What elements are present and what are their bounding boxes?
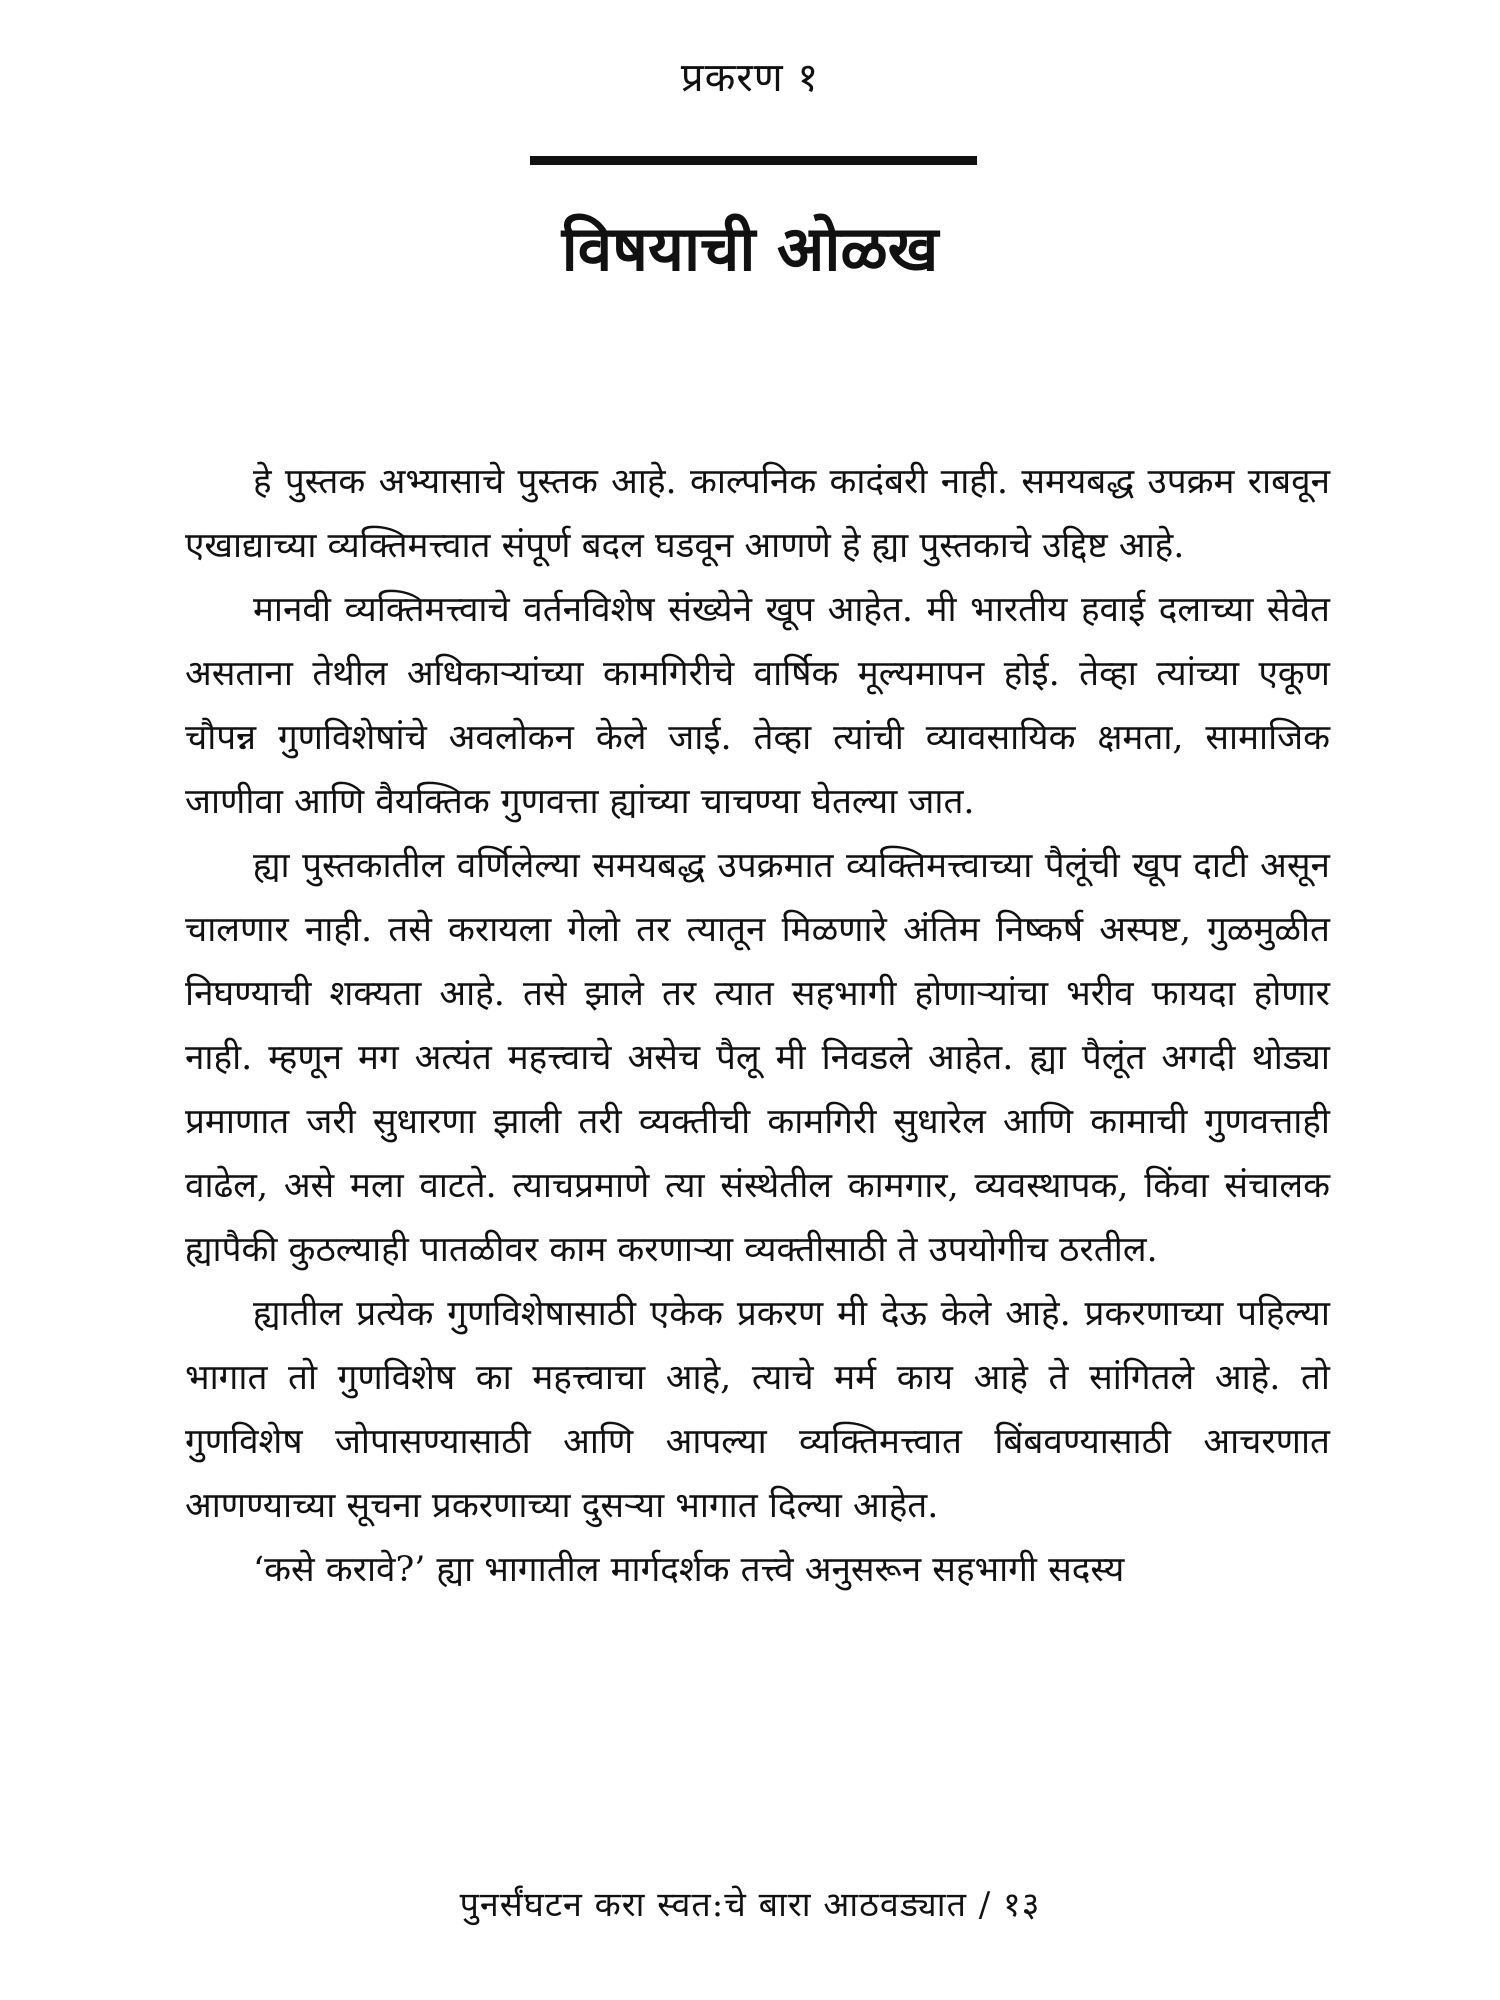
page-footer: पुनर्संघटन करा स्वत:चे बारा आठवड्यात / १३ <box>459 1885 1041 1925</box>
chapter-divider <box>530 156 977 165</box>
paragraph-1: हे पुस्तक अभ्यासाचे पुस्तक आहे. काल्पनिक कादंबरी नाही. समयबद्ध उपक्रम राबवून एखाद्याच्या व्यक्तिमत्त्वात संपूर्ण बदल घडवून आणणे हे ह्या पुस्तकाचे उद्दिष्ट आहे. <box>185 462 1330 566</box>
chapter-body <box>185 450 1330 1602</box>
paragraph-3: ह्या पुस्तकातील वर्णिलेल्या समयबद्ध उपक्रमात व्यक्तिमत्त्वाच्या पैलूंची खूप दाटी असून चालणार नाही. तसे करायला गेलो तर त्यातून मिळणारे अंतिम निष्कर्ष अस्पष्ट, गुळमुळीत निघण्याची शक्यता आहे. तसे झाले तर त्यात सहभागी होणाऱ्यांचा भरीव फायदा होणार नाही. म्हणून मग अत्यंत महत्त्वाचे असेच पैलू मी निवडले आहेत. ह्या पैलूंत अगदी थोड्या प्रमाणात जरी सुधारणा झाली तरी व्यक्तीची कामगिरी सुधारेल आणि कामाची गुणवत्ताही वाढेल, असे मला वाटते. त्याचप्रमाणे त्या संस्थेतील कामगार, व्यवस्थापक, किंवा संचालक ह्यापैकी कुठल्याही पातळीवर काम करणाऱ्या व्यक्तीसाठी ते उपयोगीच ठरतील. <box>185 846 1330 1270</box>
paragraph-2: मानवी व्यक्तिमत्त्वाचे वर्तनविशेष संख्येने खूप आहेत. मी भारतीय हवाई दलाच्या सेवेत असताना तेथील अधिकाऱ्यांच्या कामगिरीचे वार्षिक मूल्यमापन होई. तेव्हा त्यांच्या एकूण चौपन्न गुणविशेषांचे अवलोकन केले जाई. तेव्हा त्यांची व्यावसायिक क्षमता, सामाजिक जाणीवा आणि वैयक्तिक गुणवत्ता ह्यांच्या चाचण्या घेतल्या जात. <box>185 590 1330 822</box>
paragraph-4: ह्यातील प्रत्येक गुणविशेषासाठी एकेक प्रकरण मी देऊ केले आहे. प्रकरणाच्या पहिल्या भागात तो गुणविशेष का महत्त्वाचा आहे, त्याचे मर्म काय आहे ते सांगितले आहे. तो गुणविशेष जोपासण्यासाठी आणि आपल्या व्यक्तिमत्त्वात बिंबवण्यासाठी आचरणात आणण्याच्या सूचना प्रकरणाच्या दुसऱ्या भागात दिल्या आहेत. <box>185 1294 1330 1526</box>
paragraph-5: ‘कसे करावे?’ ह्या भागातील मार्गदर्शक तत्त्वे अनुसरून सहभागी सदस्य <box>253 1550 1125 1590</box>
chapter-title: विषयाची ओळख <box>561 212 939 285</box>
chapter-number: प्रकरण १ <box>680 55 820 101</box>
